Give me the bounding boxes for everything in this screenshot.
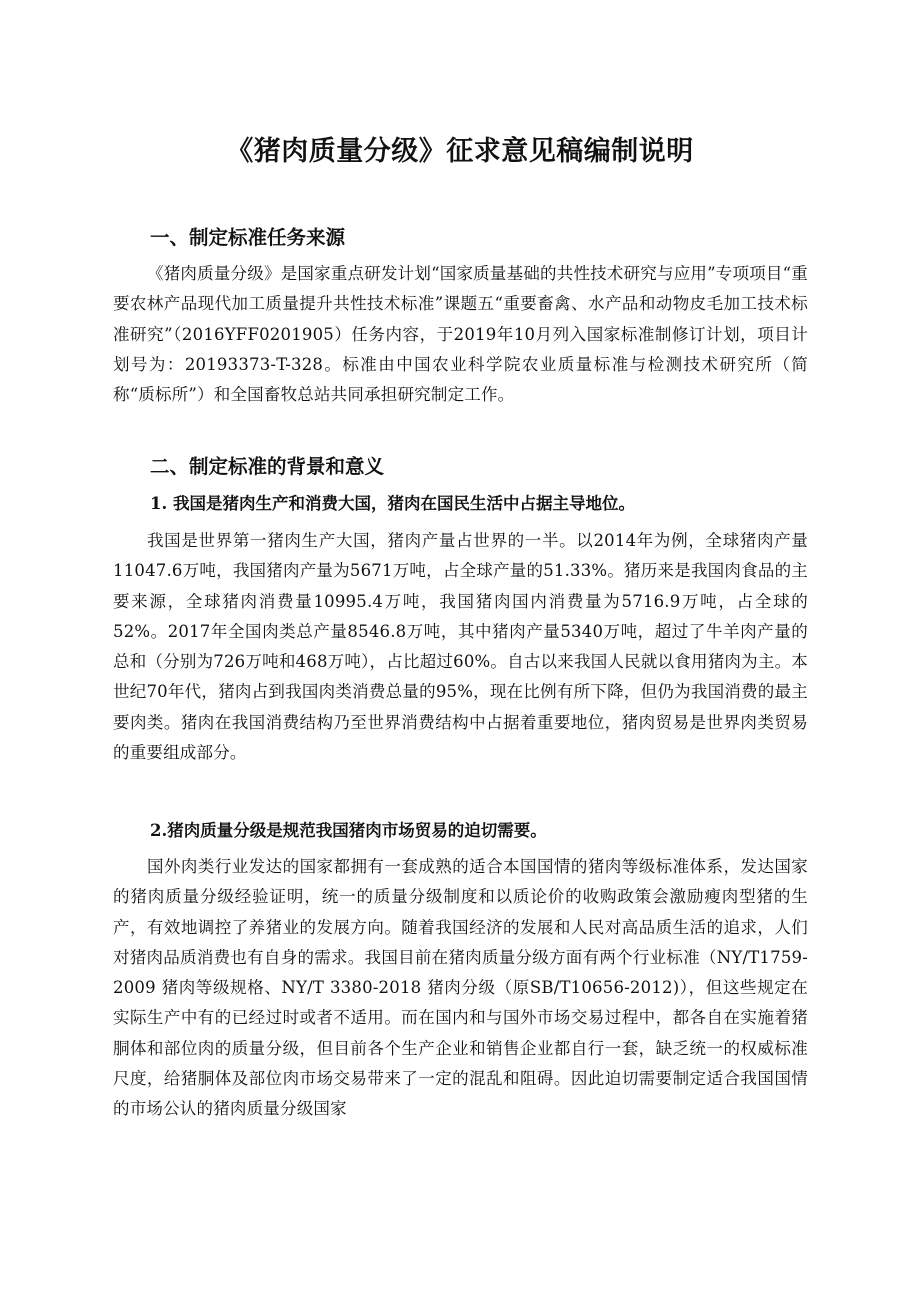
paragraph-quality-grading-need: 国外肉类行业发达的国家都拥有一套成熟的适合本国国情的猪肉等级标准体系，发达国家的猪肉质量分级经验证明，统一的质量分级制度和以质论价的收购政策会激励瘦肉型猪的生产，有效地调控了养猪业的发展方向。随着我国经济的发展和人民对高品质生活的追求，人们对猪肉品质消费也有自身的需求。我国目前在猪肉质量分级方面有两个行业标准（NY/T1759-2009 猪肉等级规格、NY/T 3380-2018 猪肉分级（原SB/T10656-2012)），但这些规定在实际生产中有的已经过时或者不适用。而在国内和与国外市场交易过程中，都各自在实施着猪胴体和部位肉的质量分级，但目前各个生产企业和销售企业都自行一套，缺乏统一的权威标准尺度，给猪胴体及部位肉市场交易带来了一定的混乱和阻碍。因此迫切需要制定适合我国国情的市场公认的猪肉质量分级国家: [113, 857, 808, 1119]
document-title: 《猪肉质量分级》征求意见稿编制说明: [226, 136, 694, 167]
subheading-production-consumption: 1. 我国是猪肉生产和消费大国，猪肉在国民生活中占据主导地位。: [150, 494, 635, 513]
paragraph-production-consumption: 我国是世界第一猪肉生产大国，猪肉产量占世界的一半。以2014年为例，全球猪肉产量11047.6万吨，我国猪肉产量为5671万吨，占全球产量的51.33%。猪历来是我国肉食品的主要来源，全球猪肉消费量10995.4万吨，我国猪肉国内消费量为5716.9万吨，占全球的52%。2017年全国肉类总产量8546.8万吨，其中猪肉产量5340万吨，超过了牛羊肉产量的总和（分别为726万吨和468万吨），占比超过60%。自古以来我国人民就以食用猪肉为主。本世纪70年代，猪肉占到我国肉类消费总量的95%，现在比例有所下降，但仍为我国消费的最主要肉类。猪肉在我国消费结构乃至世界消费结构中占据着重要地位，猪肉贸易是世界肉类贸易的重要组成部分。: [113, 531, 808, 763]
paragraph-task-source: 《猪肉质量分级》是国家重点研发计划“国家质量基础的共性技术研究与应用”专项项目“重要农林产品现代加工质量提升共性技术标准”课题五“重要畜禽、水产品和动物皮毛加工技术标准研究”（2016YFF0201905）任务内容，于2019年10月列入国家标准制修订计划，项目计划号为：20193373-T-328。标准由中国农业科学院农业质量标准与检测技术研究所（简称“质标所”）和全国畜牧总站共同承担研究制定工作。: [113, 264, 808, 405]
subheading-quality-grading-need: 2.猪肉质量分级是规范我国猪肉市场贸易的迫切需要。: [150, 821, 547, 840]
section-heading-background: 二、制定标准的背景和意义: [150, 455, 385, 478]
section-heading-task-source: 一、制定标准任务来源: [150, 226, 346, 249]
